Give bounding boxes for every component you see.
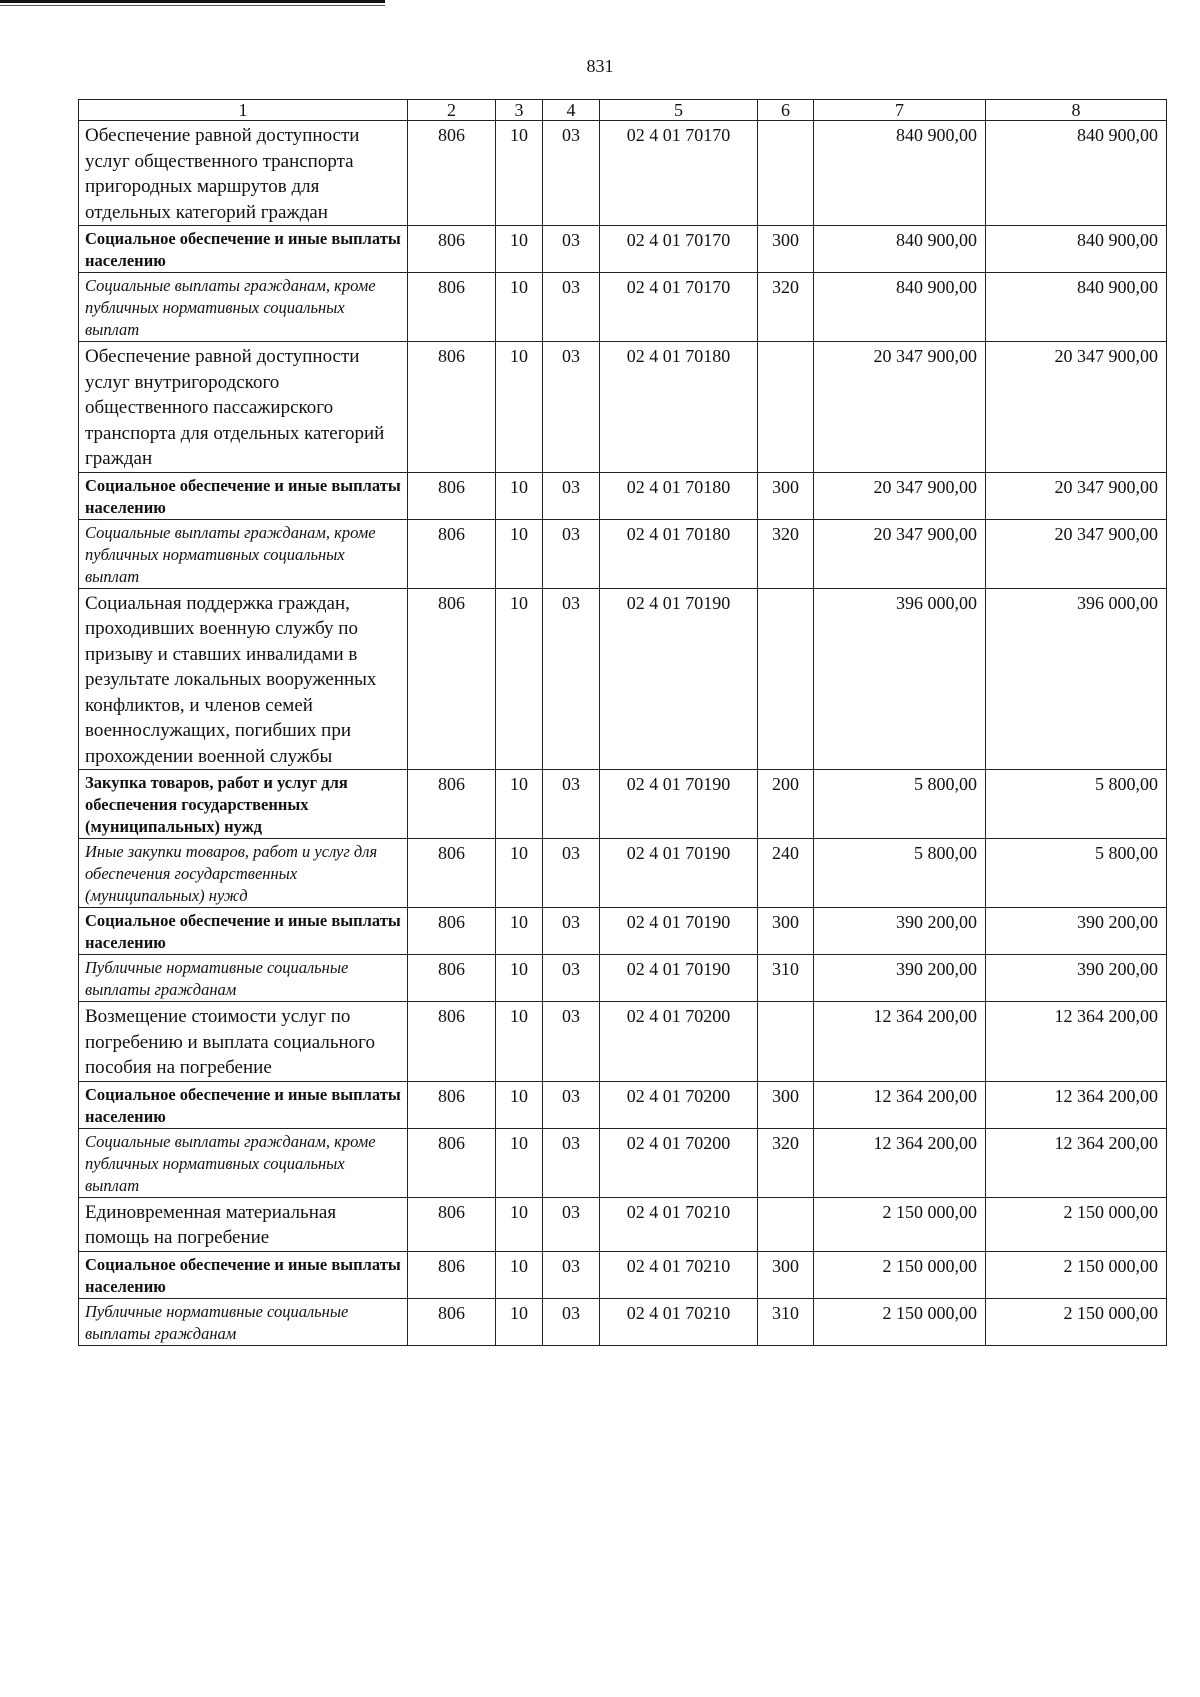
target-article-code-cell: 02 4 01 70190 (600, 955, 758, 1002)
subsection-code-cell: 03 (543, 908, 600, 955)
subsection-code-cell: 03 (543, 955, 600, 1002)
ministry-code-cell: 806 (408, 770, 496, 839)
subsection-code-cell: 03 (543, 770, 600, 839)
amount-col7-cell: 840 900,00 (814, 121, 986, 226)
row-name-cell: Социальное обеспечение и иные выплаты населению (79, 1251, 408, 1298)
row-name-cell: Социальные выплаты гражданам, кроме публичных нормативных социальных выплат (79, 1128, 408, 1197)
page-number: 831 (586, 56, 614, 76)
target-article-code-cell: 02 4 01 70190 (600, 770, 758, 839)
row-name-cell: Возмещение стоимости услуг по погребению и выплата социального пособия на погребение (79, 1002, 408, 1082)
section-code-cell: 10 (496, 588, 543, 770)
amount-col8-cell: 396 000,00 (986, 588, 1167, 770)
amount-col7-cell: 2 150 000,00 (814, 1197, 986, 1251)
section-code-cell: 10 (496, 1128, 543, 1197)
ministry-code-cell: 806 (408, 472, 496, 519)
amount-col8-cell: 20 347 900,00 (986, 519, 1167, 588)
subsection-code-cell: 03 (543, 519, 600, 588)
row-name-cell: Иные закупки товаров, работ и услуг для обеспечения государственных (муниципальных) нужд (79, 839, 408, 908)
expense-type-code-cell: 300 (758, 1251, 814, 1298)
section-code-cell: 10 (496, 1197, 543, 1251)
amount-col7-cell: 396 000,00 (814, 588, 986, 770)
row-name-cell: Социальное обеспечение и иные выплаты населению (79, 472, 408, 519)
amount-col7-cell: 2 150 000,00 (814, 1298, 986, 1345)
subsection-code-cell: 03 (543, 1128, 600, 1197)
target-article-code-cell: 02 4 01 70190 (600, 588, 758, 770)
amount-col8-cell: 2 150 000,00 (986, 1298, 1167, 1345)
target-article-code-cell: 02 4 01 70200 (600, 1128, 758, 1197)
subsection-code-cell: 03 (543, 342, 600, 473)
row-name-cell: Закупка товаров, работ и услуг для обеспечения государственных (муниципальных) нужд (79, 770, 408, 839)
ministry-code-cell: 806 (408, 1251, 496, 1298)
target-article-code-cell: 02 4 01 70170 (600, 226, 758, 273)
amount-col7-cell: 5 800,00 (814, 770, 986, 839)
section-code-cell: 10 (496, 955, 543, 1002)
subsection-code-cell: 03 (543, 588, 600, 770)
target-article-code-cell: 02 4 01 70170 (600, 273, 758, 342)
table-row (79, 1081, 1167, 1128)
ministry-code-cell: 806 (408, 1197, 496, 1251)
row-name-cell: Социальные выплаты гражданам, кроме публичных нормативных социальных выплат (79, 273, 408, 342)
amount-col8-cell: 5 800,00 (986, 770, 1167, 839)
amount-col8-cell: 20 347 900,00 (986, 472, 1167, 519)
target-article-code-cell: 02 4 01 70190 (600, 908, 758, 955)
section-code-cell: 10 (496, 226, 543, 273)
table-row (79, 955, 1167, 1002)
expense-type-code-cell: 300 (758, 908, 814, 955)
table-row (79, 226, 1167, 273)
amount-col8-cell: 840 900,00 (986, 273, 1167, 342)
top-border-rule (0, 0, 385, 3)
table-row (79, 1197, 1167, 1251)
section-code-cell: 10 (496, 770, 543, 839)
section-code-cell: 10 (496, 1002, 543, 1082)
target-article-code-cell: 02 4 01 70180 (600, 519, 758, 588)
row-name-cell: Социальное обеспечение и иные выплаты населению (79, 226, 408, 273)
ministry-code-cell: 806 (408, 1002, 496, 1082)
ministry-code-cell: 806 (408, 588, 496, 770)
amount-col7-cell: 12 364 200,00 (814, 1081, 986, 1128)
amount-col7-cell: 840 900,00 (814, 273, 986, 342)
ministry-code-cell: 806 (408, 1298, 496, 1345)
ministry-code-cell: 806 (408, 342, 496, 473)
row-name-cell: Социальная поддержка граждан, проходивших военную службу по призыву и ставших инвалидами в результате локальных вооруженных конфликтов, и членов семей военнослужащих, погибших при прохождении военной службы (79, 588, 408, 770)
subsection-code-cell: 03 (543, 472, 600, 519)
subsection-code-cell: 03 (543, 839, 600, 908)
row-name-cell: Обеспечение равной доступности услуг общественного транспорта пригородных маршрутов для отдельных категорий граждан (79, 121, 408, 226)
section-code-cell: 10 (496, 519, 543, 588)
expense-type-code-cell (758, 121, 814, 226)
amount-col8-cell: 390 200,00 (986, 908, 1167, 955)
section-code-cell: 10 (496, 1298, 543, 1345)
section-code-cell: 10 (496, 121, 543, 226)
amount-col7-cell: 20 347 900,00 (814, 519, 986, 588)
amount-col8-cell: 2 150 000,00 (986, 1251, 1167, 1298)
expense-type-code-cell: 310 (758, 955, 814, 1002)
ministry-code-cell: 806 (408, 1128, 496, 1197)
ministry-code-cell: 806 (408, 839, 496, 908)
expense-type-code-cell: 240 (758, 839, 814, 908)
expense-type-code-cell: 200 (758, 770, 814, 839)
column-header: 1 (79, 100, 408, 121)
amount-col8-cell: 390 200,00 (986, 955, 1167, 1002)
amount-col7-cell: 12 364 200,00 (814, 1002, 986, 1082)
ministry-code-cell: 806 (408, 273, 496, 342)
table-row (79, 908, 1167, 955)
ministry-code-cell: 806 (408, 226, 496, 273)
table-row (79, 1002, 1167, 1082)
column-header: 2 (408, 100, 496, 121)
expense-type-code-cell: 320 (758, 1128, 814, 1197)
row-name-cell: Социальное обеспечение и иные выплаты населению (79, 908, 408, 955)
amount-col7-cell: 20 347 900,00 (814, 472, 986, 519)
table-row (79, 519, 1167, 588)
column-header: 5 (600, 100, 758, 121)
amount-col7-cell: 390 200,00 (814, 955, 986, 1002)
table-row (79, 342, 1167, 473)
expense-type-code-cell: 310 (758, 1298, 814, 1345)
section-code-cell: 10 (496, 908, 543, 955)
budget-table (78, 99, 1167, 1346)
column-header: 8 (986, 100, 1167, 121)
section-code-cell: 10 (496, 342, 543, 473)
column-header: 7 (814, 100, 986, 121)
amount-col8-cell: 840 900,00 (986, 121, 1167, 226)
expense-type-code-cell: 320 (758, 519, 814, 588)
row-name-cell: Публичные нормативные социальные выплаты гражданам (79, 1298, 408, 1345)
expense-type-code-cell: 320 (758, 273, 814, 342)
row-name-cell: Социальные выплаты гражданам, кроме публичных нормативных социальных выплат (79, 519, 408, 588)
amount-col8-cell: 12 364 200,00 (986, 1128, 1167, 1197)
table-row (79, 121, 1167, 226)
row-name-cell: Обеспечение равной доступности услуг внутригородского общественного пассажирского транспорта для отдельных категорий граждан (79, 342, 408, 473)
amount-col8-cell: 12 364 200,00 (986, 1081, 1167, 1128)
target-article-code-cell: 02 4 01 70180 (600, 472, 758, 519)
amount-col7-cell: 2 150 000,00 (814, 1251, 986, 1298)
section-code-cell: 10 (496, 1081, 543, 1128)
amount-col8-cell: 2 150 000,00 (986, 1197, 1167, 1251)
target-article-code-cell: 02 4 01 70200 (600, 1002, 758, 1082)
expense-type-code-cell (758, 342, 814, 473)
amount-col8-cell: 840 900,00 (986, 226, 1167, 273)
subsection-code-cell: 03 (543, 273, 600, 342)
subsection-code-cell: 03 (543, 1081, 600, 1128)
amount-col7-cell: 12 364 200,00 (814, 1128, 986, 1197)
row-name-cell: Публичные нормативные социальные выплаты гражданам (79, 955, 408, 1002)
section-code-cell: 10 (496, 1251, 543, 1298)
target-article-code-cell: 02 4 01 70210 (600, 1197, 758, 1251)
table-row (79, 1251, 1167, 1298)
ministry-code-cell: 806 (408, 908, 496, 955)
subsection-code-cell: 03 (543, 1298, 600, 1345)
amount-col7-cell: 5 800,00 (814, 839, 986, 908)
table-row (79, 770, 1167, 839)
section-code-cell: 10 (496, 839, 543, 908)
table-row (79, 1128, 1167, 1197)
column-header: 6 (758, 100, 814, 121)
amount-col7-cell: 840 900,00 (814, 226, 986, 273)
expense-type-code-cell: 300 (758, 472, 814, 519)
expense-type-code-cell (758, 588, 814, 770)
target-article-code-cell: 02 4 01 70170 (600, 121, 758, 226)
column-header: 3 (496, 100, 543, 121)
table-row (79, 472, 1167, 519)
expense-type-code-cell: 300 (758, 1081, 814, 1128)
section-code-cell: 10 (496, 273, 543, 342)
subsection-code-cell: 03 (543, 1251, 600, 1298)
table-body (79, 100, 1167, 1346)
table-row (79, 273, 1167, 342)
table-row (79, 1298, 1167, 1345)
expense-type-code-cell (758, 1002, 814, 1082)
expense-type-code-cell: 300 (758, 226, 814, 273)
top-border-rule-thin (0, 5, 385, 6)
amount-col8-cell: 12 364 200,00 (986, 1002, 1167, 1082)
target-article-code-cell: 02 4 01 70190 (600, 839, 758, 908)
subsection-code-cell: 03 (543, 226, 600, 273)
amount-col8-cell: 5 800,00 (986, 839, 1167, 908)
subsection-code-cell: 03 (543, 1197, 600, 1251)
column-number-header-row (79, 100, 1167, 121)
column-header: 4 (543, 100, 600, 121)
ministry-code-cell: 806 (408, 1081, 496, 1128)
amount-col8-cell: 20 347 900,00 (986, 342, 1167, 473)
table-row (79, 839, 1167, 908)
amount-col7-cell: 20 347 900,00 (814, 342, 986, 473)
subsection-code-cell: 03 (543, 121, 600, 226)
row-name-cell: Единовременная материальная помощь на погребение (79, 1197, 408, 1251)
ministry-code-cell: 806 (408, 121, 496, 226)
ministry-code-cell: 806 (408, 519, 496, 588)
target-article-code-cell: 02 4 01 70180 (600, 342, 758, 473)
target-article-code-cell: 02 4 01 70200 (600, 1081, 758, 1128)
table-row (79, 588, 1167, 770)
row-name-cell: Социальное обеспечение и иные выплаты населению (79, 1081, 408, 1128)
subsection-code-cell: 03 (543, 1002, 600, 1082)
amount-col7-cell: 390 200,00 (814, 908, 986, 955)
section-code-cell: 10 (496, 472, 543, 519)
target-article-code-cell: 02 4 01 70210 (600, 1251, 758, 1298)
ministry-code-cell: 806 (408, 955, 496, 1002)
expense-type-code-cell (758, 1197, 814, 1251)
target-article-code-cell: 02 4 01 70210 (600, 1298, 758, 1345)
